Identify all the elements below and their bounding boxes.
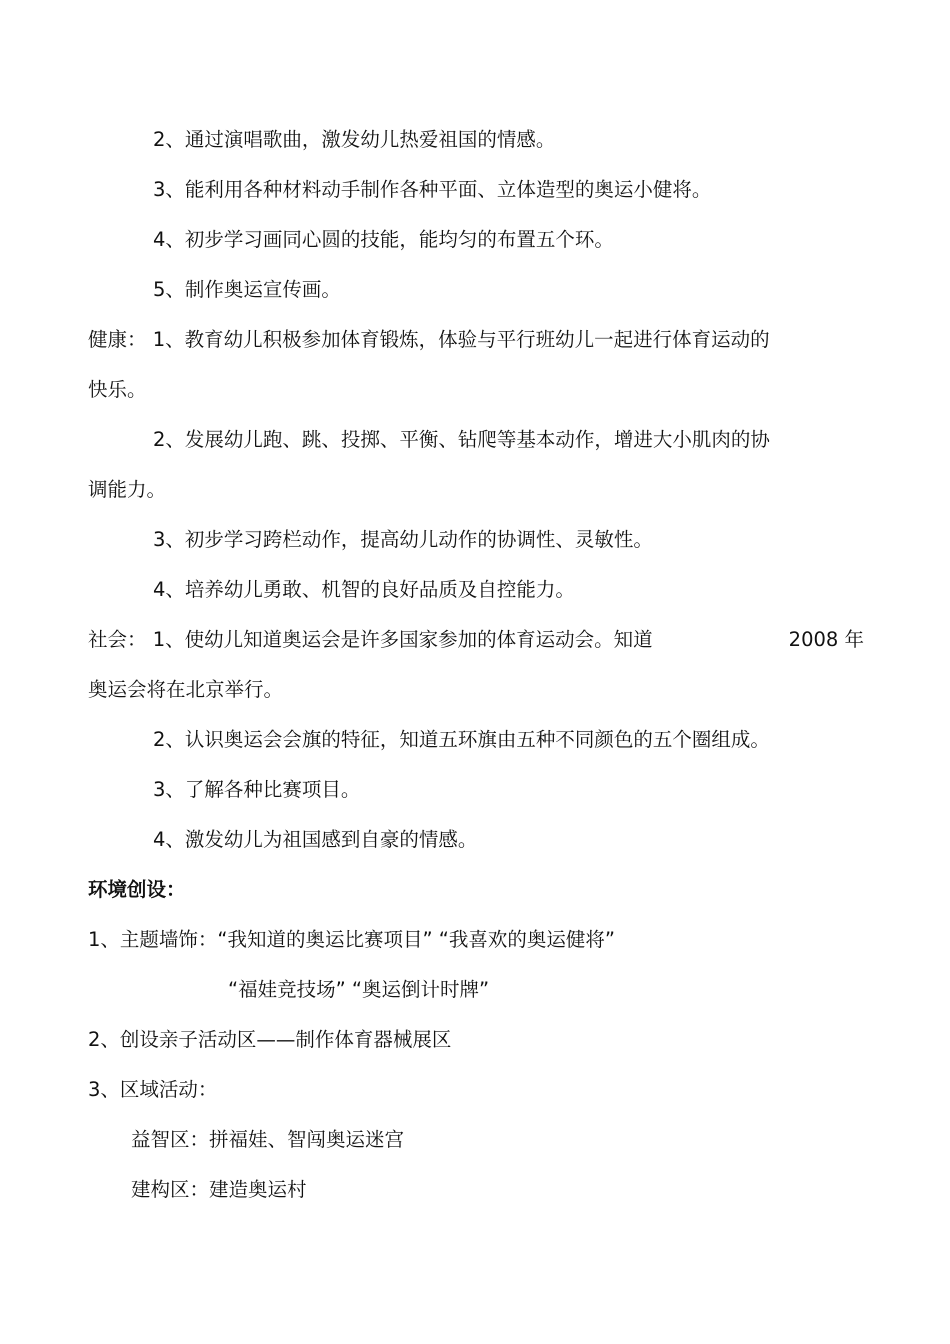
health-goal-2: 2、发展幼儿跑、跳、投掷、平衡、钻爬等基本动作，增进大小肌肉的协 [153,428,770,451]
health-goal-4: 4、培养幼儿勇敢、机智的良好品质及自控能力。 [153,578,575,601]
art-goal-3: 3、能利用各种材料动手制作各种平面、立体造型的奥运小健将。 [153,178,712,201]
art-goal-4: 4、初步学习画同心圆的技能，能均匀的布置五个环。 [153,228,614,251]
social-goal-4: 4、激发幼儿为祖国感到自豪的情感。 [153,828,478,851]
social-goal-1 [88,627,864,653]
environment-item-1-cont: “福娃竞技场” “奥运倒计时牌” [228,978,490,1001]
social-goal-3: 3、了解各种比赛项目。 [153,778,361,801]
art-goal-5: 5、制作奥运宣传画。 [153,278,341,301]
art-goal-2: 2、通过演唱歌曲，激发幼儿热爱祖国的情感。 [153,128,556,151]
social-goal-1-text: 社会： 1、使幼儿知道奥运会是许多国家参加的体育运动会。知道 [88,628,653,651]
building-area: 建构区：建造奥运村 [131,1178,307,1201]
social-goal-1-year: 2008 年 [788,628,864,651]
environment-heading: 环境创设： [88,878,186,901]
social-goal-1-cont: 奥运会将在北京举行。 [88,678,284,701]
puzzle-area: 益智区：拼福娃、智闯奥运迷宫 [131,1128,405,1151]
health-goal-1-cont: 快乐。 [88,378,147,401]
environment-item-3: 3、区域活动： [88,1078,218,1101]
environment-item-2: 2、创设亲子活动区——制作体育器械展区 [88,1028,452,1051]
social-goal-2: 2、认识奥运会会旗的特征，知道五环旗由五种不同颜色的五个圈组成。 [153,728,770,751]
health-goal-3: 3、初步学习跨栏动作，提高幼儿动作的协调性、灵敏性。 [153,528,653,551]
health-goal-2-cont: 调能力。 [88,478,167,501]
health-goal-1: 健康： 1、教育幼儿积极参加体育锻炼，体验与平行班幼儿一起进行体育运动的 [88,328,770,351]
environment-item-1: 1、主题墙饰：“我知道的奥运比赛项目” “我喜欢的奥运健将” [88,928,616,951]
